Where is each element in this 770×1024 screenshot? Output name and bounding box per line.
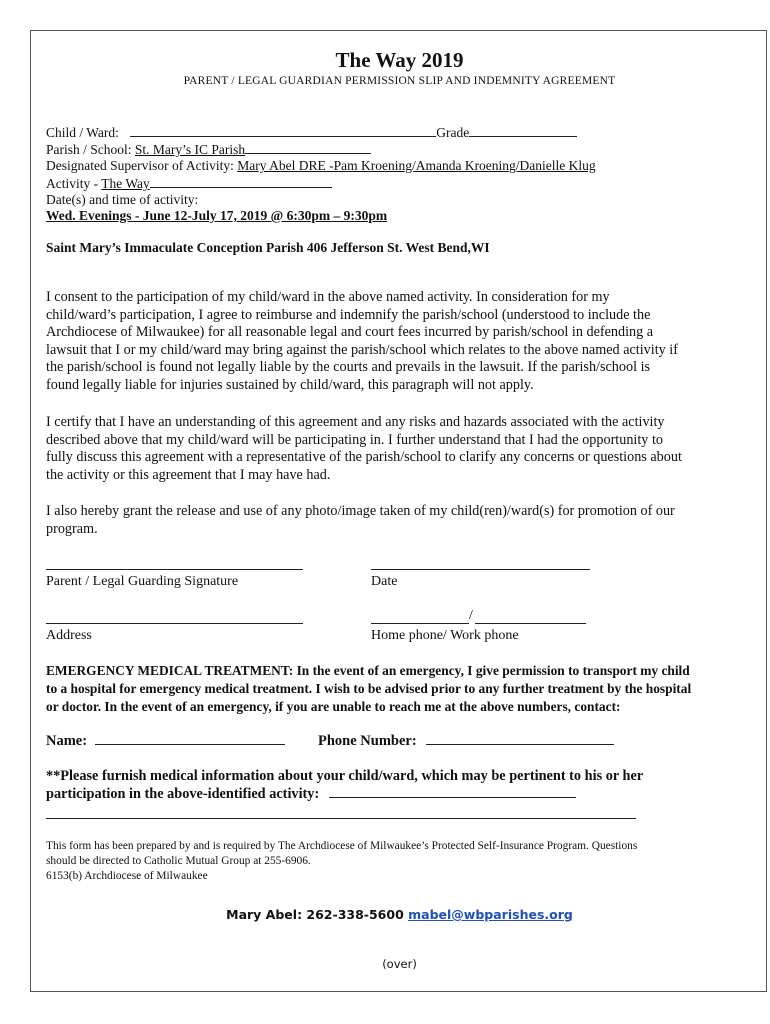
medical-info-line: **Please furnish medical information about your child/ward, which may be pertinent to his or her — [46, 768, 644, 784]
parish-location: Saint Mary’s Immaculate Conception Parish 406 Jefferson St. West Bend,WI — [46, 240, 490, 255]
certify-paragraph — [46, 414, 741, 484]
emergency-line: or doctor. In the event of an emergency, if you are unable to reach me at the above numbers, contact: — [46, 699, 621, 714]
emergency-name-label: Name: — [46, 733, 88, 749]
insurance-note — [46, 839, 637, 884]
consent-line: child/ward’s participation, I agree to reimburse and indemnify the parish/school (understood to include the — [46, 306, 651, 323]
activity-field-line — [150, 175, 332, 188]
dates-label: Date(s) and time of activity: — [46, 192, 199, 207]
consent-paragraph — [46, 289, 741, 394]
emergency-phone-field[interactable] — [426, 732, 614, 745]
supervisor-label: Designated Supervisor of Activity: — [46, 158, 234, 173]
contact-text: Mary Abel: 262-338-5600 — [226, 907, 404, 922]
emergency-phone-row — [318, 732, 614, 750]
contact-email-link[interactable]: mabel@wbparishes.org — [408, 907, 573, 922]
phone-label: Home phone/ Work phone — [371, 628, 519, 643]
contact-line — [31, 907, 768, 922]
consent-line: found legally liable for injuries sustained by child/ward, this paragraph will not apply. — [46, 376, 534, 393]
medical-info-field[interactable] — [329, 785, 576, 798]
home-phone-field[interactable] — [371, 623, 469, 624]
emergency-name-row — [46, 732, 285, 750]
over-note: (over) — [382, 957, 417, 971]
address-field[interactable] — [46, 623, 303, 624]
medical-info-field-2[interactable] — [46, 818, 636, 819]
activity-label: Activity - — [46, 176, 99, 191]
document-subtitle: PARENT / LEGAL GUARDIAN PERMISSION SLIP AND INDEMNITY AGREEMENT — [183, 75, 616, 87]
certify-line: fully discuss this agreement with a representative of the parish/school to clarify any concerns or questions about — [46, 449, 682, 465]
emergency-name-field[interactable] — [95, 732, 285, 745]
parent-signature-label: Parent / Legal Guarding Signature — [46, 574, 239, 589]
grade-field[interactable] — [469, 124, 577, 137]
certify-line: described above that my child/ward will be participating in. I further understand that I had the opportunity to — [46, 431, 663, 448]
work-phone-field[interactable] — [475, 623, 586, 624]
medical-info-line-2: participation in the above-identified activity: — [46, 785, 643, 803]
emergency-line: EMERGENCY MEDICAL TREATMENT: In the event of an emergency, I give permission to transport my child — [46, 663, 690, 678]
parish-label: Parish / School: — [46, 142, 132, 157]
emergency-treatment-paragraph — [46, 662, 691, 716]
insurance-note-line: 6153(b) Archdiocese of Milwaukee — [46, 870, 208, 882]
supervisor-row — [46, 158, 596, 174]
parish-row — [46, 141, 371, 158]
permission-slip-page — [30, 30, 767, 992]
supervisor-value[interactable]: Mary Abel DRE -Pam Kroening/Amanda Kroening/Danielle Klug — [237, 158, 596, 173]
emergency-phone-label: Phone Number: — [318, 733, 417, 749]
medical-info-paragraph — [46, 767, 643, 803]
child-ward-row — [46, 124, 577, 141]
activity-value[interactable]: The Way — [101, 176, 150, 191]
document-title: The Way 2019 — [335, 48, 464, 72]
phone-separator: / — [469, 608, 473, 623]
grade-label: Grade — [436, 125, 470, 140]
consent-line: the parish/school is found not legally liable by the courts and prevails in the lawsuit. If the parish/school is — [46, 359, 651, 375]
consent-line: I consent to the participation of my child/ward in the above named activity. In consideration for my — [46, 289, 610, 305]
parish-field-line — [245, 141, 371, 154]
insurance-note-line: should be directed to Catholic Mutual Group at 255-6906. — [46, 855, 311, 867]
date-field[interactable] — [371, 569, 590, 570]
consent-line: lawsuit that I or my child/ward may bring against the parish/school which relates to the above named activity if — [46, 341, 678, 358]
consent-line: Archdiocese of Milwaukee) for all reasonable legal and court fees incurred by parish/school in defending a — [46, 324, 654, 340]
certify-line: I certify that I have an understanding of this agreement and any risks and hazards associated with the activity — [46, 414, 665, 430]
activity-row — [46, 175, 332, 192]
emergency-line: to a hospital for emergency medical treatment. I wish to be advised prior to any further treatment by the hospital — [46, 681, 692, 696]
insurance-note-line: This form has been prepared by and is required by The Archdiocese of Milwaukee’s Protected Self-Insurance Program. Questions — [46, 840, 638, 852]
release-line: program. — [46, 520, 98, 537]
date-label: Date — [371, 574, 398, 589]
parish-value[interactable]: St. Mary’s IC Parish — [134, 142, 246, 157]
certify-line: the activity or this agreement that I may have had. — [46, 466, 331, 483]
child-ward-field[interactable] — [130, 124, 436, 137]
child-ward-label: Child / Ward: — [46, 125, 119, 140]
address-label: Address — [46, 628, 92, 643]
release-line: I also hereby grant the release and use of any photo/image taken of my child(ren)/ward(s) for promotion of our — [46, 503, 675, 519]
dates-value[interactable]: Wed. Evenings - June 12-July 17, 2019 @ 6:30pm – 9:30pm — [46, 208, 388, 223]
release-paragraph — [46, 503, 741, 538]
parent-signature-field[interactable] — [46, 569, 303, 570]
